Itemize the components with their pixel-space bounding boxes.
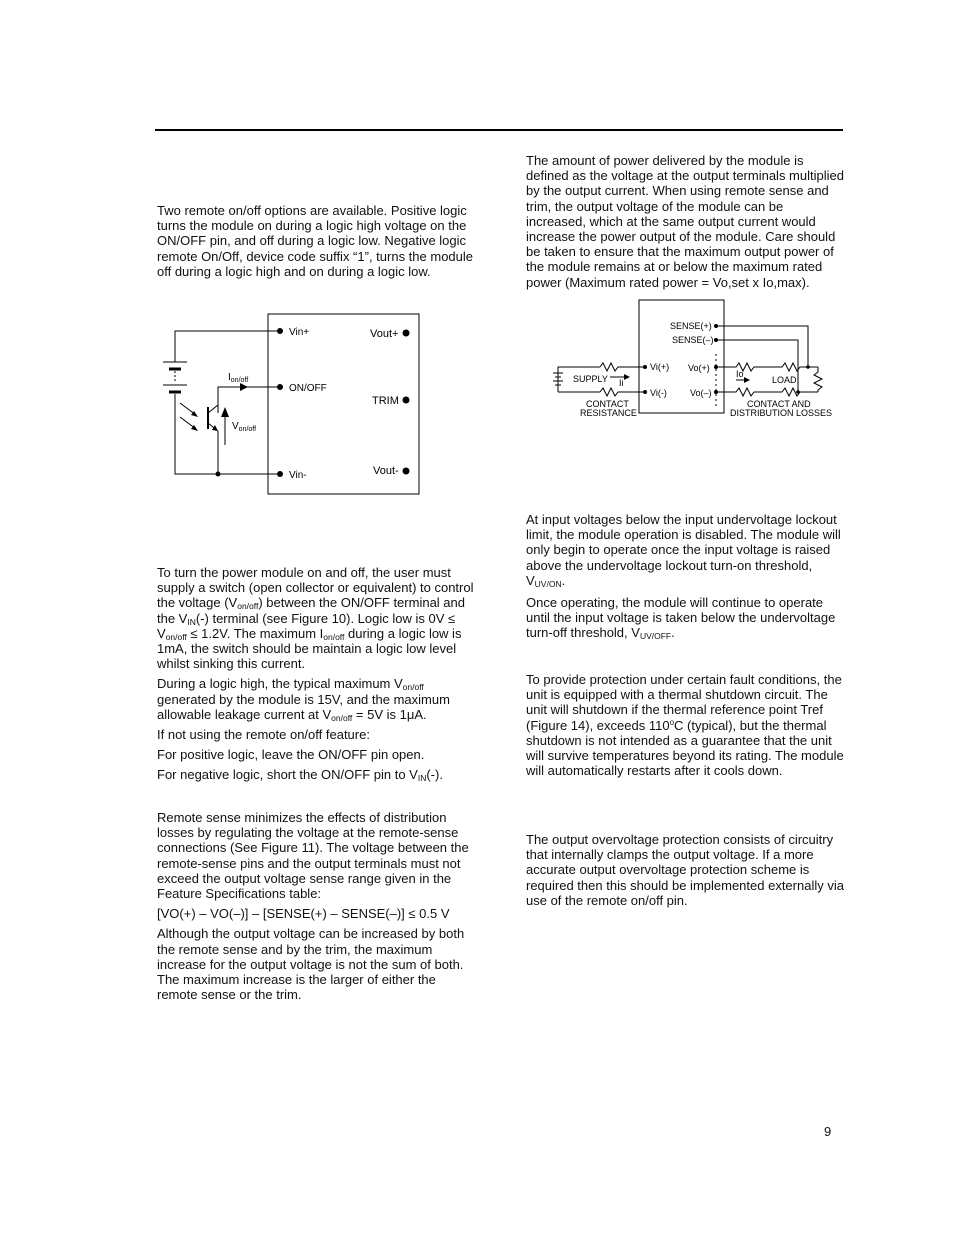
left-column-body [157, 565, 477, 788]
ovp-section [526, 832, 846, 913]
vi-plus-label: Vi(+) [650, 362, 670, 372]
contact-label-2: RESISTANCE [580, 408, 637, 418]
trim-label: TRIM [372, 395, 399, 407]
uvlo-paragraph: At input voltages below the input undervoltage lockout limit, the module operation is disabled. The module will only begin to operate once the input voltage is raised above the undervoltage lockout turn-on threshold, $V_{UV/ON}$. [526, 512, 841, 589]
vin-minus-label: Vin- [289, 470, 307, 481]
sense-formula: [VO(+) – VO(–)] – [SENSE(+) – SENSE(–)] ≤ 0.5 V [157, 906, 450, 922]
sense-plus-label: SENSE(+) [670, 321, 712, 331]
undervoltage-section [526, 512, 846, 646]
vo-plus-label: Vo(+) [688, 363, 710, 373]
page-number: 9 [824, 1124, 832, 1139]
distribution-label-1: CONTACT AND [747, 399, 811, 409]
thermal-section [526, 672, 846, 783]
remote-sense-section [157, 810, 477, 1007]
thermal-paragraph: To provide protection under certain fault conditions, the unit is equipped with a thermal shutdown circuit. The unit will shutdown if the thermal reference point Tref (Figure 14), exceeds 110$^o$C (typical), but the thermal shutdown is not intended as a guarantee that the unit will survive temperatures beyond its rating. The module will automatically restarts after it cools down. [526, 672, 844, 779]
not-using-paragraph: If not using the remote on/off feature: [157, 727, 370, 743]
once-operating-paragraph: Once operating, the module will continue to operate until the input voltage is taken below the undervoltage turn-off threshold, $V_{UV/OFF}$. [526, 595, 836, 642]
supply-label: SUPPLY [573, 374, 608, 384]
ii-label: Ii [619, 378, 624, 388]
vout-plus-label: Vout+ [370, 328, 399, 340]
negative-logic-paragraph: For negative logic, short the ON/OFF pin to $V_{IN}(-)$. [157, 767, 443, 784]
remote-sense-paragraph: Remote sense minimizes the effects of distribution losses by regulating the voltage at the remote-sense connections (See Figure 11). The voltage between the remote-sense pins and the output terminals must not exceed the output voltage sense range given in the Feature Specifications table: [157, 810, 469, 902]
positive-logic-paragraph: For positive logic, leave the ON/OFF pin open. [157, 747, 425, 763]
although-paragraph: Although the output voltage can be increased by both the remote sense and by the trim, the maximum increase for the output voltage is not the sum of both. The maximum increase is the larger of either the remote sense or the trim. [157, 926, 465, 1003]
remote-onoff-paragraph: Two remote on/off options are available. Positive logic turns the module on during a logic high voltage on the ON/OFF pin, and off during a logic low. Negative logic remote On/Off, device code suffix “1”, turns the module off during a logic high and on during a logic low. [157, 203, 474, 279]
figure-10-remote-onoff-circuit [150, 305, 440, 505]
figure-11-remote-sense-circuit [550, 296, 840, 426]
on-off-label: ON/OFF [289, 383, 327, 394]
vout-minus-label: Vout- [373, 465, 399, 477]
distribution-label-2: DISTRIBUTION LOSSES [730, 408, 833, 418]
contact-label-1: CONTACT [586, 399, 629, 409]
load-label: LOAD [772, 375, 797, 385]
vin-plus-label: Vin+ [289, 327, 310, 338]
io-label: Io [736, 369, 744, 379]
header-rule [155, 129, 843, 131]
output-power-paragraph: The amount of power delivered by the module is defined as the voltage at the output terminals multiplied by the output current. When using remote sense and trim, the output voltage of the module can be increased, which at the same output current would increase the power output of the module. Care should be taken to ensure that the maximum output power of the module remains at or below the maximum rated power (Maximum rated power = Vo,set x Io,max). [526, 153, 844, 290]
logic-high-paragraph: During a logic high, the typical maximum $V_{on/off}$ generated by the module is 15V, and the maximum allowable leakage current at $V_{on/off} = 5V$ is 1μA. [157, 676, 450, 723]
sense-minus-label: SENSE(–) [672, 335, 714, 345]
ion-off-label: $I_{on/off}$ [228, 372, 249, 384]
vo-minus-label: Vo(–) [690, 388, 712, 398]
ovp-paragraph: The output overvoltage protection consists of circuitry that internally clamps the output voltage. If a more accurate output overvoltage protection scheme is required then this should be implemented externally via use of the remote on/off pin. [526, 832, 844, 908]
vi-minus-label: Vi(-) [650, 388, 667, 398]
von-off-label: $V_{on/off}$ [232, 421, 257, 433]
turn-onoff-paragraph: To turn the power module on and off, the user must supply a switch (open collector or equivalent) to control the voltage $(V_{on/off})$ between the ON/OFF terminal and the $V_{IN}(-)$ terminal (see Figure 10). Logic low is $0V \le V_{on/off} \le 1.2V$. The maximum $I_{on/off}$ during a logic low is 1mA, the switch should be maintain a logic low level whilst sinking this current. [157, 565, 474, 672]
